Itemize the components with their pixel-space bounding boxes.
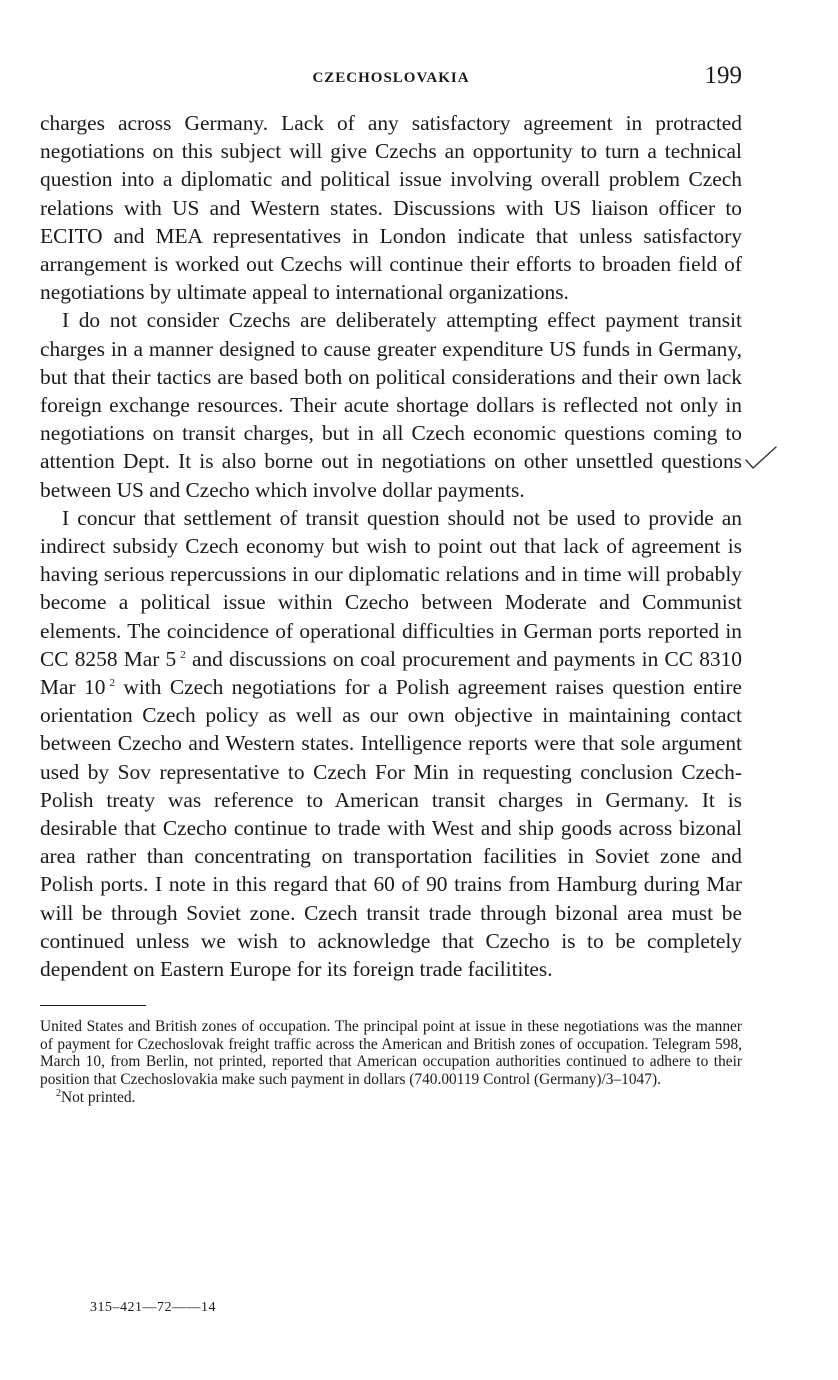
- footnote-ref-2b: 2: [109, 676, 115, 689]
- paragraph-2: I do not consider Czechs are deliberately attempting effect payment transit charges in a manner designed to cause greater expenditure US funds in Germany, but that their tactics are based both on political considerations and their own lack foreign exchange resources. Their acute shortage dollars is reflected not only in negotiations on transit charges, but in all Czech economic questions coming to attention Dept. It is also borne out in negotiations on other unsettled questions between US and Czecho which involve dollar payments.: [40, 308, 742, 502]
- paragraph-3-part-a: I concur that settlement of transit question should not be used to provide an indirect subsidy Czech economy but wish to point out that lack of agreement is having serious repercussions in our diplomatic relations and in time will probably become a political issue within Czecho between Moderate and Communist elements. The coincidence of operational difficulties in German ports reported in CC 8258 Mar 5: [40, 505, 742, 671]
- running-title: CZECHOSLOVAKIA: [312, 70, 470, 86]
- footnote-2-number: 2: [56, 1087, 61, 1099]
- footnote-ref-2a: 2: [180, 648, 186, 661]
- paragraph-3-part-c: with Czech negotiations for a Polish agreement raises question entire orientation Czech policy as well as our own objective in maintaining contact between Czecho and Western states. Intelligence reports were that sole argument used by Sov representative to Czech For Min in requesting conclusion Czech-Polish treaty was reference to American transit charges in Germany. It is desirable that Czecho continue to trade with West and ship goods across bizonal area rather than concentrating on transportation facilities in Soviet zone and Polish ports. I note in this regard that 60 of 90 trains from Hamburg during Mar will be through Soviet zone. Czech transit trade through bizonal area must be continued unless we wish to acknowledge that Czecho is to be completely dependent on Eastern Europe for its foreign trade facilitites.: [40, 675, 742, 982]
- body-text: [40, 109, 742, 983]
- footnote-2: [40, 1089, 742, 1107]
- page-number: 199: [704, 62, 742, 89]
- footnote-2-text: Not printed.: [61, 1088, 136, 1106]
- paragraph-1: charges across Germany. Lack of any satisfactory agreement in protracted negotiations on this subject will give Czechs an opportunity to turn a technical question into a diplomatic and political issue involving overall problem Czech relations with US and Western states. Discussions with US liaison officer to ECITO and MEA representatives in London indicate that unless satisfactory arrangement is worked out Czechs will continue their efforts to broaden field of negotiations by ultimate appeal to international organizations.: [40, 111, 742, 305]
- document-page: [40, 62, 742, 1106]
- print-code: 315–421—72——14: [90, 1300, 216, 1315]
- footnote-continued: United States and British zones of occupation. The principal point at issue in these negotiations was the manner of payment for Czechoslovak freight traffic across the American and British zones of occupation. Telegram 598, March 10, from Berlin, not printed, reported that American occupation authorities continued to adhere to their position that Czechoslovakia make such payment in dollars (740.00119 Control (Germany)/3–1047).: [40, 1018, 742, 1089]
- paragraph-3-part-b: and discussions on coal procurement and payments in CC 8310 Mar 10: [40, 646, 742, 700]
- footnotes: [40, 1018, 742, 1106]
- running-head: [40, 62, 742, 96]
- paragraph-3: [40, 504, 742, 983]
- handwritten-check-mark: [744, 445, 778, 471]
- footnote-divider: [40, 1005, 146, 1006]
